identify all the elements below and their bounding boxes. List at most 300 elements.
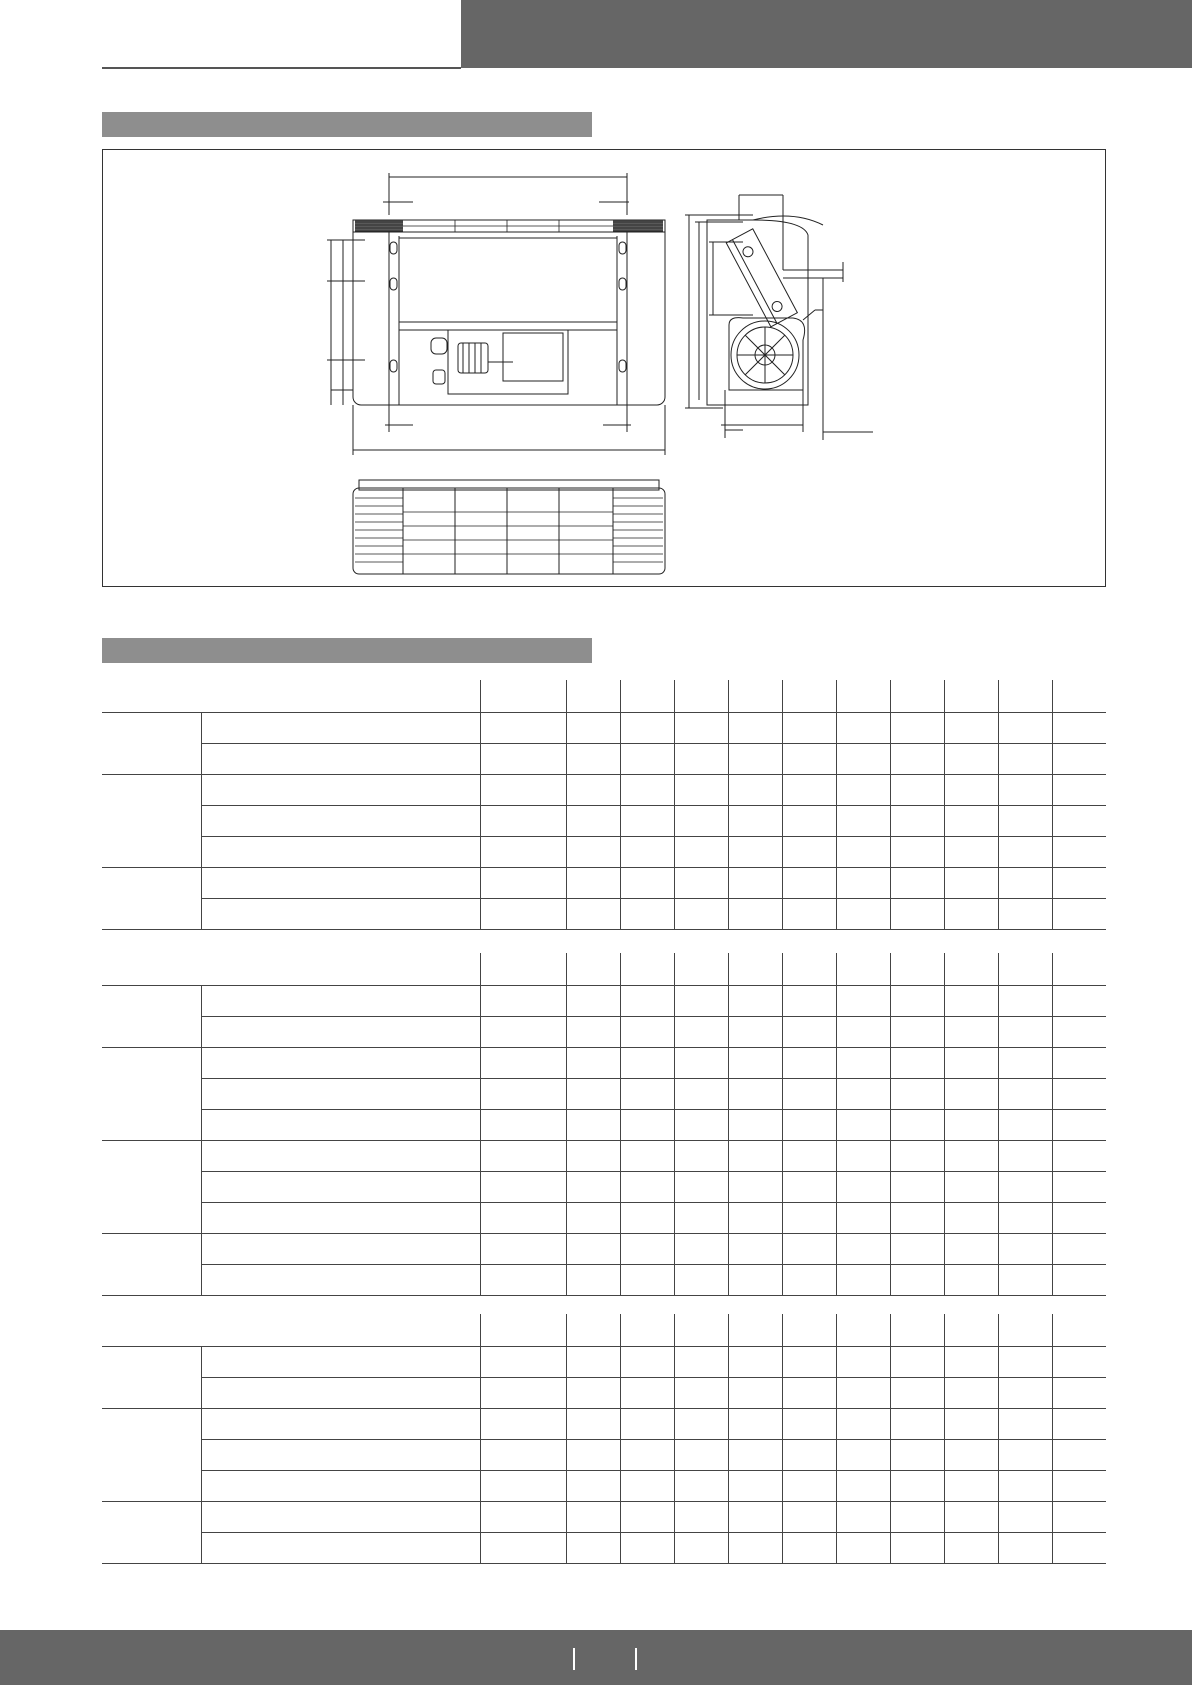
value-cell — [728, 775, 782, 806]
value-cell — [1052, 1409, 1106, 1440]
value-cell — [620, 1141, 674, 1172]
table-row — [102, 1347, 1106, 1378]
value-cell — [1052, 868, 1106, 899]
value-cell — [890, 1409, 944, 1440]
value-cell — [836, 1502, 890, 1533]
value-cell — [674, 1409, 728, 1440]
value-cell — [890, 1471, 944, 1502]
table-row — [102, 837, 1106, 868]
value-cell — [480, 1409, 566, 1440]
value-cell — [728, 899, 782, 930]
footer-band — [0, 1630, 1192, 1685]
value-cell — [782, 775, 836, 806]
row-label-cell — [201, 868, 480, 899]
table-row — [102, 1533, 1106, 1564]
value-cell — [620, 806, 674, 837]
value-cell — [998, 1141, 1052, 1172]
value-cell — [836, 1110, 890, 1141]
header-cell — [566, 1314, 620, 1347]
value-cell — [480, 1347, 566, 1378]
value-cell — [998, 1265, 1052, 1296]
value-cell — [782, 837, 836, 868]
dimension-drawing — [102, 149, 1106, 587]
table-row — [102, 1265, 1106, 1296]
header-cell — [674, 680, 728, 713]
value-cell — [998, 1502, 1052, 1533]
value-cell — [1052, 1017, 1106, 1048]
value-cell — [674, 868, 728, 899]
group-cell — [102, 1048, 201, 1141]
value-cell — [566, 1234, 620, 1265]
value-cell — [620, 1378, 674, 1409]
row-label-cell — [201, 1440, 480, 1471]
value-cell — [944, 899, 998, 930]
table-header-row — [102, 1314, 1106, 1347]
value-cell — [480, 1172, 566, 1203]
value-cell — [836, 986, 890, 1017]
header-cell — [728, 953, 782, 986]
value-cell — [944, 1203, 998, 1234]
value-cell — [620, 868, 674, 899]
value-cell — [1052, 899, 1106, 930]
value-cell — [1052, 986, 1106, 1017]
header-cell — [782, 680, 836, 713]
value-cell — [782, 1110, 836, 1141]
value-cell — [836, 1234, 890, 1265]
value-cell — [566, 986, 620, 1017]
value-cell — [674, 1502, 728, 1533]
value-cell — [480, 1378, 566, 1409]
value-cell — [890, 986, 944, 1017]
value-cell — [1052, 1079, 1106, 1110]
value-cell — [998, 1409, 1052, 1440]
header-cell — [1052, 680, 1106, 713]
value-cell — [944, 837, 998, 868]
header-cell — [836, 680, 890, 713]
value-cell — [890, 1378, 944, 1409]
row-label-cell — [201, 1141, 480, 1172]
table-row — [102, 1203, 1106, 1234]
value-cell — [836, 1265, 890, 1296]
row-label-cell — [201, 806, 480, 837]
value-cell — [944, 1048, 998, 1079]
value-cell — [998, 1110, 1052, 1141]
group-cell — [102, 775, 201, 868]
value-cell — [566, 1347, 620, 1378]
value-cell — [890, 1234, 944, 1265]
value-cell — [998, 899, 1052, 930]
value-cell — [1052, 1533, 1106, 1564]
value-cell — [782, 1378, 836, 1409]
value-cell — [890, 775, 944, 806]
value-cell — [728, 1502, 782, 1533]
value-cell — [620, 1079, 674, 1110]
table-header-row — [102, 953, 1106, 986]
value-cell — [890, 806, 944, 837]
side-view-drawing — [685, 195, 873, 440]
value-cell — [782, 713, 836, 744]
value-cell — [782, 1471, 836, 1502]
value-cell — [566, 775, 620, 806]
value-cell — [944, 1079, 998, 1110]
value-cell — [944, 1502, 998, 1533]
table-row — [102, 868, 1106, 899]
group-cell — [102, 1234, 201, 1296]
spec-table — [102, 1314, 1106, 1564]
value-cell — [674, 1347, 728, 1378]
table-row — [102, 1234, 1106, 1265]
value-cell — [674, 806, 728, 837]
row-label-cell — [201, 1409, 480, 1440]
value-cell — [480, 713, 566, 744]
row-label-cell — [201, 1048, 480, 1079]
value-cell — [728, 1440, 782, 1471]
header-cell — [566, 680, 620, 713]
value-cell — [1052, 1110, 1106, 1141]
value-cell — [836, 1378, 890, 1409]
value-cell — [998, 837, 1052, 868]
table-row — [102, 1017, 1106, 1048]
value-cell — [480, 1265, 566, 1296]
table-row — [102, 775, 1106, 806]
value-cell — [620, 1172, 674, 1203]
value-cell — [890, 1347, 944, 1378]
value-cell — [944, 1141, 998, 1172]
value-cell — [998, 1203, 1052, 1234]
header-cell — [480, 680, 566, 713]
value-cell — [998, 1172, 1052, 1203]
value-cell — [566, 713, 620, 744]
value-cell — [620, 1110, 674, 1141]
spec-table — [102, 953, 1106, 1296]
value-cell — [674, 1234, 728, 1265]
value-cell — [728, 1409, 782, 1440]
value-cell — [674, 1378, 728, 1409]
value-cell — [890, 868, 944, 899]
value-cell — [1052, 744, 1106, 775]
value-cell — [890, 1172, 944, 1203]
value-cell — [782, 1141, 836, 1172]
value-cell — [620, 1440, 674, 1471]
value-cell — [620, 1265, 674, 1296]
value-cell — [620, 713, 674, 744]
value-cell — [620, 1048, 674, 1079]
value-cell — [620, 744, 674, 775]
value-cell — [998, 713, 1052, 744]
value-cell — [728, 1265, 782, 1296]
header-cell — [102, 953, 480, 986]
value-cell — [782, 1048, 836, 1079]
table-row — [102, 899, 1106, 930]
value-cell — [944, 806, 998, 837]
header-cell — [1052, 953, 1106, 986]
value-cell — [836, 713, 890, 744]
value-cell — [890, 837, 944, 868]
value-cell — [566, 1378, 620, 1409]
value-cell — [674, 1265, 728, 1296]
value-cell — [998, 806, 1052, 837]
value-cell — [620, 1533, 674, 1564]
value-cell — [998, 868, 1052, 899]
value-cell — [728, 837, 782, 868]
row-label-cell — [201, 1172, 480, 1203]
value-cell — [728, 1471, 782, 1502]
header-cell — [102, 680, 480, 713]
value-cell — [782, 744, 836, 775]
value-cell — [480, 1502, 566, 1533]
value-cell — [480, 775, 566, 806]
value-cell — [566, 1110, 620, 1141]
value-cell — [480, 1079, 566, 1110]
value-cell — [782, 1203, 836, 1234]
header-cell — [944, 953, 998, 986]
value-cell — [836, 1017, 890, 1048]
top-view-drawing — [353, 480, 665, 574]
group-cell — [102, 868, 201, 930]
value-cell — [674, 986, 728, 1017]
value-cell — [480, 1234, 566, 1265]
value-cell — [836, 1440, 890, 1471]
value-cell — [674, 1141, 728, 1172]
value-cell — [620, 1017, 674, 1048]
value-cell — [782, 1265, 836, 1296]
value-cell — [674, 837, 728, 868]
value-cell — [944, 1265, 998, 1296]
header-cell — [728, 1314, 782, 1347]
value-cell — [566, 1440, 620, 1471]
group-cell — [102, 713, 201, 775]
value-cell — [836, 1347, 890, 1378]
value-cell — [620, 1502, 674, 1533]
header-cell — [1052, 1314, 1106, 1347]
value-cell — [944, 868, 998, 899]
section-bar-specifications — [102, 638, 592, 663]
value-cell — [998, 1079, 1052, 1110]
value-cell — [998, 1048, 1052, 1079]
value-cell — [674, 899, 728, 930]
row-label-cell — [201, 1378, 480, 1409]
header-cell — [944, 680, 998, 713]
header-cell — [998, 1314, 1052, 1347]
header-cell — [782, 953, 836, 986]
value-cell — [674, 1203, 728, 1234]
header-cell — [674, 953, 728, 986]
value-cell — [1052, 775, 1106, 806]
value-cell — [728, 1141, 782, 1172]
group-cell — [102, 1347, 201, 1409]
value-cell — [998, 1234, 1052, 1265]
value-cell — [566, 744, 620, 775]
value-cell — [1052, 1234, 1106, 1265]
value-cell — [728, 1079, 782, 1110]
value-cell — [782, 986, 836, 1017]
table-row — [102, 806, 1106, 837]
value-cell — [566, 837, 620, 868]
header-cell — [890, 680, 944, 713]
header-cell — [480, 1314, 566, 1347]
value-cell — [566, 1172, 620, 1203]
value-cell — [1052, 1471, 1106, 1502]
value-cell — [890, 1533, 944, 1564]
value-cell — [566, 868, 620, 899]
value-cell — [836, 1203, 890, 1234]
value-cell — [728, 713, 782, 744]
value-cell — [890, 1017, 944, 1048]
value-cell — [620, 775, 674, 806]
value-cell — [890, 899, 944, 930]
value-cell — [728, 1533, 782, 1564]
value-cell — [998, 986, 1052, 1017]
row-label-cell — [201, 744, 480, 775]
row-label-cell — [201, 986, 480, 1017]
value-cell — [620, 1347, 674, 1378]
value-cell — [1052, 1502, 1106, 1533]
table-row — [102, 1172, 1106, 1203]
value-cell — [998, 1471, 1052, 1502]
row-label-cell — [201, 1234, 480, 1265]
value-cell — [998, 775, 1052, 806]
header-cell — [998, 953, 1052, 986]
table-row — [102, 986, 1106, 1017]
value-cell — [836, 868, 890, 899]
value-cell — [566, 1471, 620, 1502]
value-cell — [566, 1048, 620, 1079]
value-cell — [998, 1347, 1052, 1378]
value-cell — [566, 1265, 620, 1296]
value-cell — [1052, 1141, 1106, 1172]
value-cell — [674, 1079, 728, 1110]
value-cell — [836, 1141, 890, 1172]
table-row — [102, 744, 1106, 775]
table-row — [102, 1378, 1106, 1409]
header-cell — [620, 1314, 674, 1347]
value-cell — [620, 1203, 674, 1234]
value-cell — [998, 1017, 1052, 1048]
value-cell — [480, 1048, 566, 1079]
value-cell — [1052, 713, 1106, 744]
value-cell — [480, 868, 566, 899]
value-cell — [782, 1533, 836, 1564]
value-cell — [674, 1048, 728, 1079]
value-cell — [674, 1017, 728, 1048]
footer-separator — [635, 1648, 637, 1670]
value-cell — [782, 868, 836, 899]
value-cell — [944, 713, 998, 744]
value-cell — [480, 837, 566, 868]
table-row — [102, 1110, 1106, 1141]
front-view-drawing — [327, 173, 665, 455]
table-row — [102, 1502, 1106, 1533]
table-row — [102, 1409, 1106, 1440]
value-cell — [998, 1378, 1052, 1409]
group-cell — [102, 1141, 201, 1234]
value-cell — [728, 1172, 782, 1203]
value-cell — [944, 775, 998, 806]
value-cell — [890, 1265, 944, 1296]
value-cell — [944, 986, 998, 1017]
value-cell — [998, 744, 1052, 775]
value-cell — [890, 1502, 944, 1533]
value-cell — [620, 837, 674, 868]
value-cell — [836, 775, 890, 806]
value-cell — [1052, 1347, 1106, 1378]
spec-table — [102, 680, 1106, 930]
value-cell — [998, 1533, 1052, 1564]
header-cell — [998, 680, 1052, 713]
value-cell — [836, 1533, 890, 1564]
row-label-cell — [201, 1110, 480, 1141]
value-cell — [480, 1203, 566, 1234]
value-cell — [836, 1048, 890, 1079]
value-cell — [836, 744, 890, 775]
value-cell — [620, 1409, 674, 1440]
value-cell — [620, 1471, 674, 1502]
value-cell — [782, 1409, 836, 1440]
value-cell — [480, 1440, 566, 1471]
value-cell — [944, 1172, 998, 1203]
value-cell — [782, 899, 836, 930]
value-cell — [674, 713, 728, 744]
value-cell — [836, 1079, 890, 1110]
value-cell — [782, 1502, 836, 1533]
value-cell — [944, 1378, 998, 1409]
header-cell — [674, 1314, 728, 1347]
value-cell — [728, 1203, 782, 1234]
header-cell — [890, 953, 944, 986]
value-cell — [620, 1234, 674, 1265]
value-cell — [944, 1234, 998, 1265]
row-label-cell — [201, 899, 480, 930]
value-cell — [944, 1347, 998, 1378]
value-cell — [944, 1110, 998, 1141]
value-cell — [944, 1440, 998, 1471]
table-row — [102, 1440, 1106, 1471]
table-row — [102, 1048, 1106, 1079]
value-cell — [728, 1347, 782, 1378]
value-cell — [836, 1471, 890, 1502]
value-cell — [944, 1533, 998, 1564]
header-rule — [102, 67, 461, 69]
value-cell — [674, 1533, 728, 1564]
value-cell — [728, 1378, 782, 1409]
header-cell — [890, 1314, 944, 1347]
table-header-row — [102, 680, 1106, 713]
value-cell — [1052, 1440, 1106, 1471]
value-cell — [998, 1440, 1052, 1471]
value-cell — [728, 1234, 782, 1265]
table-row — [102, 713, 1106, 744]
value-cell — [480, 1141, 566, 1172]
header-cell — [102, 1314, 480, 1347]
value-cell — [674, 1172, 728, 1203]
group-cell — [102, 986, 201, 1048]
value-cell — [782, 1172, 836, 1203]
value-cell — [1052, 1265, 1106, 1296]
value-cell — [674, 1471, 728, 1502]
value-cell — [620, 899, 674, 930]
value-cell — [728, 986, 782, 1017]
value-cell — [890, 1110, 944, 1141]
value-cell — [566, 1203, 620, 1234]
value-cell — [890, 744, 944, 775]
value-cell — [480, 806, 566, 837]
value-cell — [1052, 1203, 1106, 1234]
value-cell — [836, 1409, 890, 1440]
group-cell — [102, 1409, 201, 1502]
value-cell — [944, 1017, 998, 1048]
value-cell — [1052, 1048, 1106, 1079]
value-cell — [1052, 1378, 1106, 1409]
